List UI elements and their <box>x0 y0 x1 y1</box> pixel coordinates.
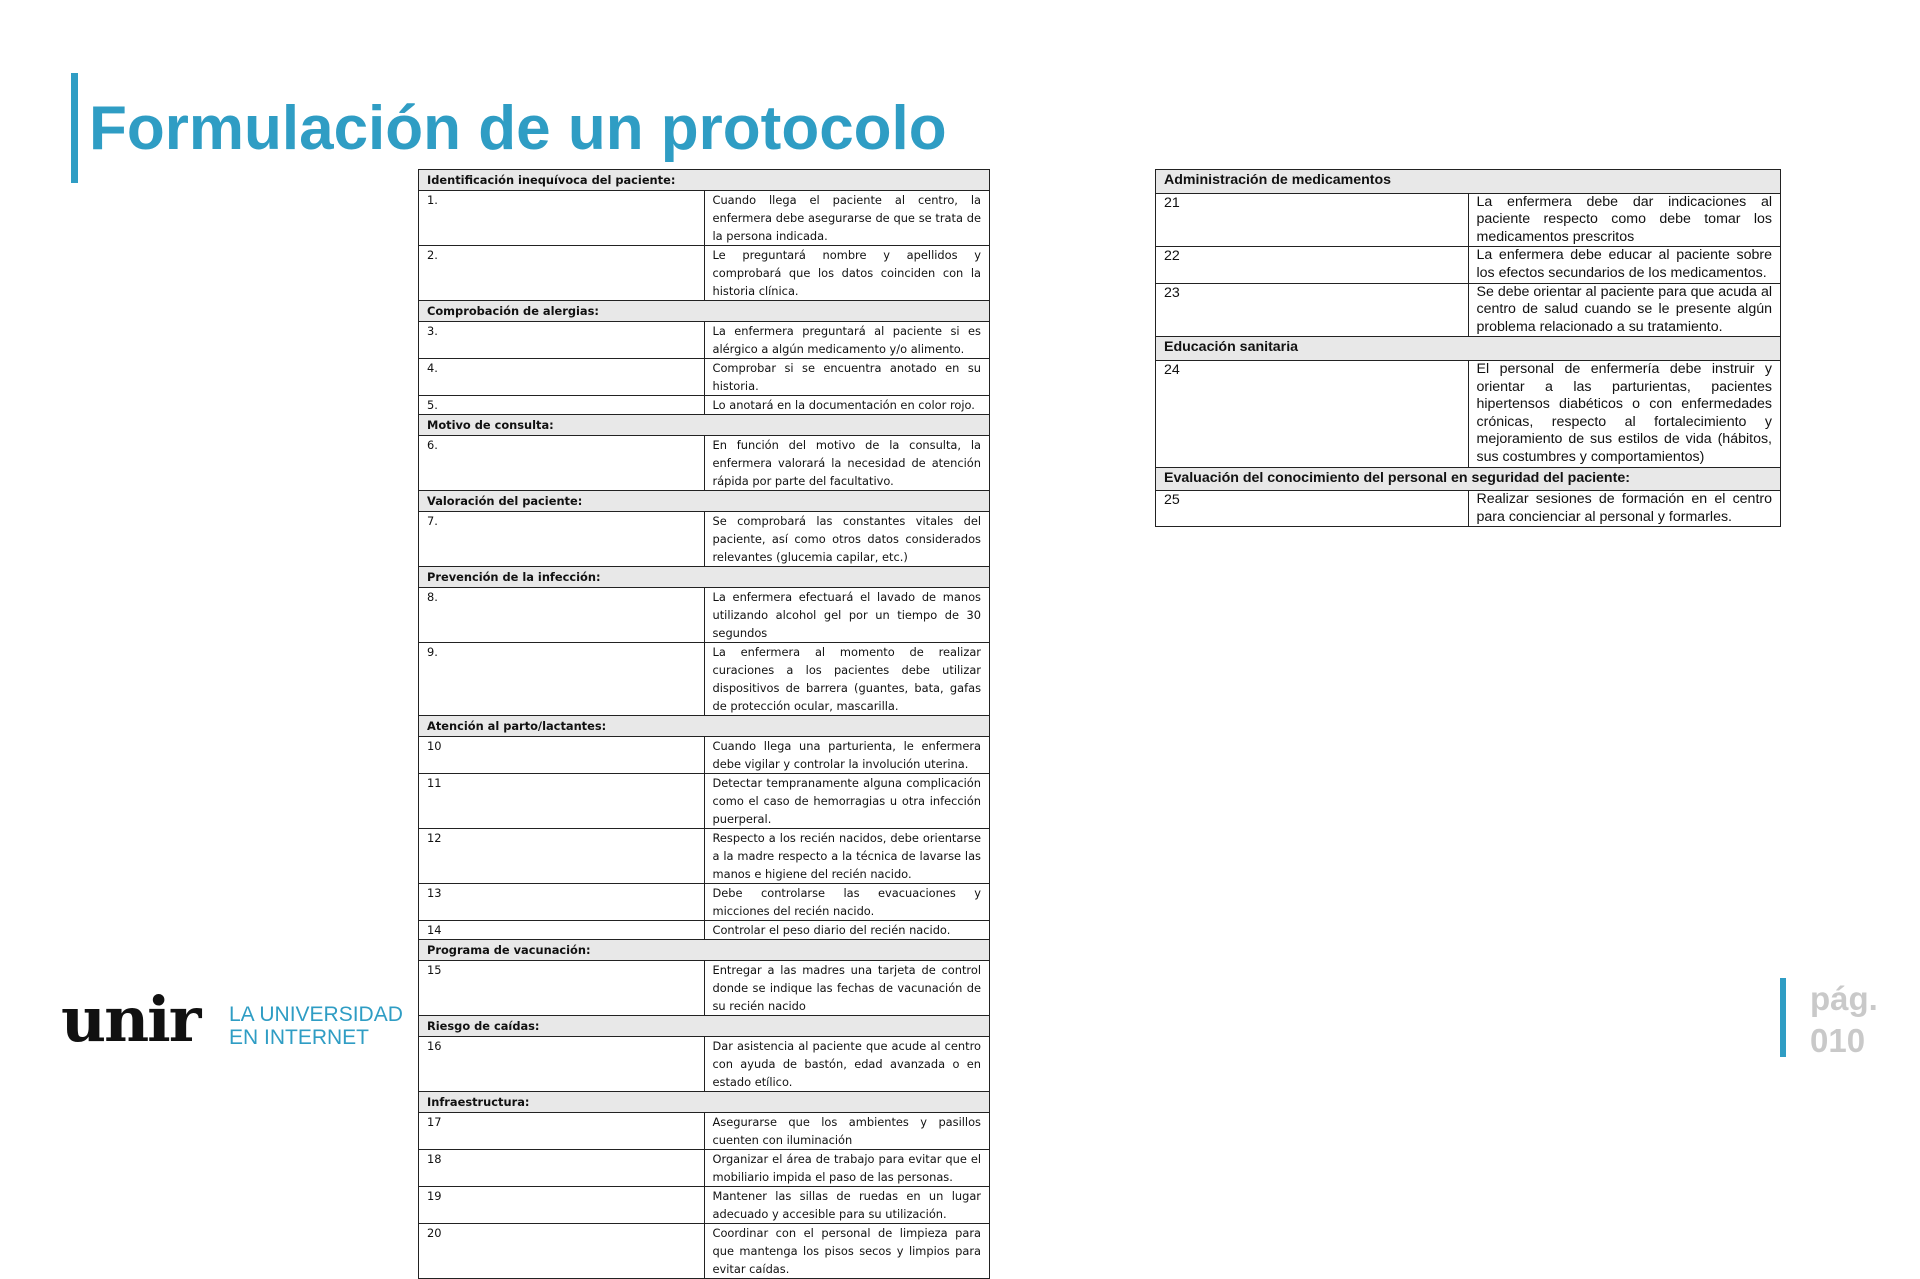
table-row <box>419 643 990 716</box>
row-text: Organizar el área de trabajo para evitar que el mobiliario impida el paso de las personas. <box>704 1150 990 1187</box>
table-row <box>419 396 990 415</box>
row-number: 20 <box>419 1224 705 1279</box>
row-text: Coordinar con el personal de limpieza para que mantenga los pisos secos y limpios para evitar caídas. <box>704 1224 990 1279</box>
table-row <box>419 191 990 246</box>
row-number: 1. <box>419 191 705 246</box>
row-number: 6. <box>419 436 705 491</box>
category-label: Comprobación de alergias: <box>419 301 990 322</box>
row-number: 21 <box>1156 193 1469 247</box>
category-label: Atención al parto/lactantes: <box>419 716 990 737</box>
table-row <box>419 1187 990 1224</box>
table-row <box>419 359 990 396</box>
table-category-row <box>419 415 990 436</box>
row-text: Comprobar si se encuentra anotado en su historia. <box>704 359 990 396</box>
logo-tagline-line-2: EN INTERNET <box>229 1026 370 1049</box>
logo-tagline-line-1: LA UNIVERSIDAD <box>229 1003 403 1026</box>
table-row <box>419 436 990 491</box>
row-number: 8. <box>419 588 705 643</box>
table-row <box>419 921 990 940</box>
row-text: La enfermera efectuará el lavado de manos utilizando alcohol gel por un tiempo de 30 segundos <box>704 588 990 643</box>
table-category-row <box>1156 467 1781 491</box>
row-text: Debe controlarse las evacuaciones y micciones del recién nacido. <box>704 884 990 921</box>
row-number: 24 <box>1156 360 1469 467</box>
row-text: Detectar tempranamente alguna complicación como el caso de hemorragias u otra infección puerperal. <box>704 774 990 829</box>
slide-title: Formulación de un protocolo <box>89 94 947 163</box>
row-number: 13 <box>419 884 705 921</box>
row-number: 3. <box>419 322 705 359</box>
category-label: Evaluación del conocimiento del personal en seguridad del paciente: <box>1156 467 1781 491</box>
row-text: Se comprobará las constantes vitales del paciente, así como otros datos considerados relevantes (glucemia capilar, etc.) <box>704 512 990 567</box>
row-number: 15 <box>419 961 705 1016</box>
table-row <box>1156 283 1781 337</box>
page-number-value: 010 <box>1810 1022 1866 1059</box>
row-number: 12 <box>419 829 705 884</box>
row-number: 19 <box>419 1187 705 1224</box>
table-category-row <box>419 1092 990 1113</box>
logo-tagline <box>229 1003 403 1049</box>
logo-wordmark: unir <box>61 983 200 1056</box>
table-category-row <box>419 170 990 191</box>
row-text: Entregar a las madres una tarjeta de control donde se indique las fechas de vacunación de su recién nacido <box>704 961 990 1016</box>
row-number: 10 <box>419 737 705 774</box>
row-text: La enfermera preguntará al paciente si es alérgico a algún medicamento y/o alimento. <box>704 322 990 359</box>
row-number: 23 <box>1156 283 1469 337</box>
row-number: 16 <box>419 1037 705 1092</box>
category-label: Identificación inequívoca del paciente: <box>419 170 990 191</box>
table-category-row <box>419 1016 990 1037</box>
category-label: Riesgo de caídas: <box>419 1016 990 1037</box>
title-accent-bar <box>71 73 78 183</box>
category-label: Administración de medicamentos <box>1156 170 1781 194</box>
table-row <box>419 1224 990 1279</box>
category-label: Prevención de la infección: <box>419 567 990 588</box>
row-number: 4. <box>419 359 705 396</box>
table-row <box>419 512 990 567</box>
row-text: Se debe orientar al paciente para que acuda al centro de salud cuando se le presente algún problema relacionado a su tratamiento. <box>1468 283 1781 337</box>
category-label: Educación sanitaria <box>1156 337 1781 361</box>
table-row <box>419 1037 990 1092</box>
row-number: 9. <box>419 643 705 716</box>
table-row <box>419 1113 990 1150</box>
row-number: 25 <box>1156 491 1469 527</box>
row-text: Controlar el peso diario del recién nacido. <box>704 921 990 940</box>
category-label: Valoración del paciente: <box>419 491 990 512</box>
table-row <box>419 884 990 921</box>
row-text: Lo anotará en la documentación en color rojo. <box>704 396 990 415</box>
row-text: Dar asistencia al paciente que acude al centro con ayuda de bastón, edad avanzada o en estado etílico. <box>704 1037 990 1092</box>
row-number: 14 <box>419 921 705 940</box>
table-category-row <box>419 716 990 737</box>
row-number: 22 <box>1156 247 1469 283</box>
table-row <box>419 737 990 774</box>
table-category-row <box>419 567 990 588</box>
category-label: Programa de vacunación: <box>419 940 990 961</box>
table-row <box>419 246 990 301</box>
row-text: Asegurarse que los ambientes y pasillos cuenten con iluminación <box>704 1113 990 1150</box>
row-text: Cuando llega el paciente al centro, la enfermera debe asegurarse de que se trata de la persona indicada. <box>704 191 990 246</box>
category-label: Motivo de consulta: <box>419 415 990 436</box>
table-category-row <box>419 940 990 961</box>
table-row <box>1156 360 1781 467</box>
row-text: Respecto a los recién nacidos, debe orientarse a la madre respecto a la técnica de lavarse las manos e higiene del recién nacido. <box>704 829 990 884</box>
table-category-row <box>419 301 990 322</box>
row-text: Mantener las sillas de ruedas en un lugar adecuado y accesible para su utilización. <box>704 1187 990 1224</box>
row-number: 17 <box>419 1113 705 1150</box>
protocol-table-left <box>418 169 990 1279</box>
row-number: 2. <box>419 246 705 301</box>
table-category-row <box>1156 170 1781 194</box>
row-text: La enfermera al momento de realizar curaciones a los pacientes debe utilizar dispositivos de barrera (guantes, bata, gafas de protección ocular, mascarilla. <box>704 643 990 716</box>
table-row <box>419 1150 990 1187</box>
row-text: El personal de enfermería debe instruir y orientar a las parturientas, pacientes hipertensos diabéticos o con enfermedades crónicas, respecto al fortalecimiento y mejoramiento de sus estilos de vida (hábitos, sus costumbres y comportamientos) <box>1468 360 1781 467</box>
row-text: Realizar sesiones de formación en el centro para concienciar al personal y formarles. <box>1468 491 1781 527</box>
row-number: 7. <box>419 512 705 567</box>
row-number: 11 <box>419 774 705 829</box>
category-label: Infraestructura: <box>419 1092 990 1113</box>
row-text: Cuando llega una parturienta, le enfermera debe vigilar y controlar la involución uterina. <box>704 737 990 774</box>
page-accent-bar <box>1780 978 1786 1057</box>
table-row <box>1156 193 1781 247</box>
table-row <box>419 588 990 643</box>
table-category-row <box>419 491 990 512</box>
row-number: 5. <box>419 396 705 415</box>
table-row <box>1156 491 1781 527</box>
table-category-row <box>1156 337 1781 361</box>
row-number: 18 <box>419 1150 705 1187</box>
row-text: La enfermera debe educar al paciente sobre los efectos secundarios de los medicamentos. <box>1468 247 1781 283</box>
row-text: En función del motivo de la consulta, la enfermera valorará la necesidad de atención rápida por parte del facultativo. <box>704 436 990 491</box>
table-row <box>419 829 990 884</box>
table-row <box>419 961 990 1016</box>
table-row <box>1156 247 1781 283</box>
page-label: pág. <box>1810 980 1878 1017</box>
row-text: Le preguntará nombre y apellidos y comprobará que los datos coinciden con la historia clínica. <box>704 246 990 301</box>
row-text: La enfermera debe dar indicaciones al paciente respecto como debe tomar los medicamentos prescritos <box>1468 193 1781 247</box>
protocol-table-right <box>1155 169 1781 527</box>
page-number <box>1810 978 1878 1062</box>
table-row <box>419 774 990 829</box>
table-row <box>419 322 990 359</box>
